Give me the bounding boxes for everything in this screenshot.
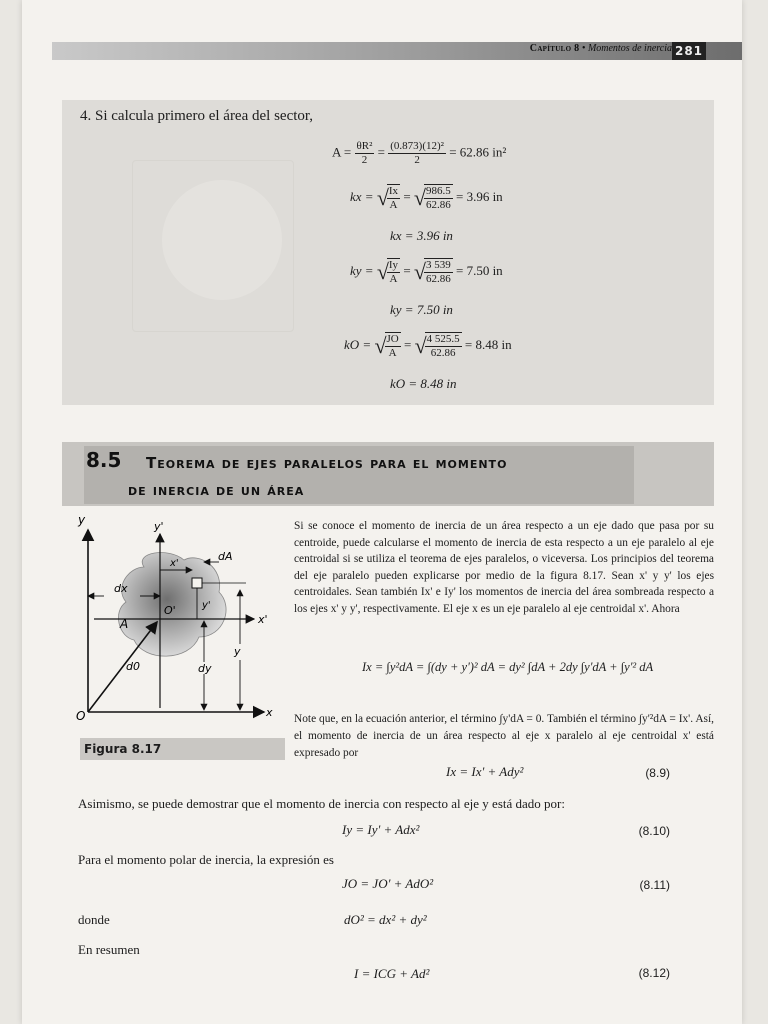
label-d0: d0: [126, 660, 140, 673]
kx-equation: kx = √ $\frac{Ix}{A}$ = √ $\frac{986.5}{62.86}$ = 3.96 in: [350, 185, 503, 211]
d0-vector: [88, 622, 157, 712]
kx-frac2-num: 986.5: [425, 185, 451, 197]
label-x: x: [266, 706, 273, 719]
kx-frac-den: A: [389, 199, 398, 211]
body-paragraph-2: [294, 700, 714, 773]
ky-radical: √ $\frac{Iy}{A}$: [376, 259, 399, 285]
label-O: O: [76, 709, 86, 723]
equation-number-8-12: (8.12): [638, 966, 670, 980]
dA-element: [192, 578, 202, 588]
section-number: 8.5: [86, 448, 122, 472]
section-title-line1: Teorema de ejes paralelos para el momento: [146, 454, 508, 472]
label-dA: dA: [218, 550, 233, 563]
label-x-prime-right: x': [258, 613, 268, 626]
chapter-title: Momentos de inercia: [587, 43, 672, 54]
label-dx: dx: [114, 582, 128, 595]
area-frac-num: θR²: [356, 140, 373, 152]
ky-radical-2: √ $\frac{3 539}{62.86}$: [413, 259, 451, 285]
ko-lhs: kO =: [344, 336, 372, 352]
area-frac2-num: (0.873)(12)²: [390, 140, 444, 152]
section-title-line2: de inercia de un área: [128, 481, 305, 499]
chapter-label: Capítulo 8: [529, 43, 580, 54]
area-rhs: = 62.86 in²: [449, 144, 507, 160]
integral-formula: Ix = ∫y²dA = ∫(dy + y')² dA = dy² ∫dA + 2dy ∫y'dA + ∫y'² dA: [362, 660, 654, 674]
ky-lhs: ky =: [350, 262, 374, 278]
label-O-prime: O': [164, 604, 176, 617]
equation-number-8-11: (8.11): [639, 878, 670, 892]
equation-8-9: Ix = Ix' + Ady²: [446, 764, 524, 779]
area-frac2-den: 2: [414, 154, 420, 166]
ko-equation: kO = √ $\frac{JO}{A}$ = √ $\frac{4 525.5}{62.86}$ = 8.48 in: [344, 333, 512, 359]
area-fraction: [355, 140, 375, 167]
kx-lhs: kx =: [350, 188, 374, 204]
page-number: 281: [672, 42, 706, 60]
ky-equation: ky = √ $\frac{Iy}{A}$ = √ $\frac{3 539}{62.86}$ = 7.50 in: [350, 259, 503, 285]
ky-frac2-num: 3 539: [425, 259, 451, 271]
kx-rhs: = 3.96 in: [455, 188, 503, 204]
kx-radical-2: √ $\frac{986.5}{62.86}$: [413, 185, 451, 211]
label-y-prime: y': [154, 520, 164, 533]
equation-8-10: Iy = Iy' + Adx²: [342, 822, 420, 837]
asimismo-text: Asimismo, se puede demostrar que el momento de inercia con respecto al eje y está dado por:: [78, 796, 565, 811]
ko-radical-2: √ $\frac{4 525.5}{62.86}$: [414, 333, 460, 359]
area-lhs: A =: [332, 144, 352, 160]
equation-8-11: JO = JO' + AdO²: [342, 876, 434, 891]
label-y-prime-small: y': [202, 600, 211, 611]
equation-number-8-10: (8.10): [638, 824, 670, 838]
kx-radical: √ $\frac{Ix}{A}$: [376, 185, 399, 211]
paragraph-2-text: Note que, en la ecuación anterior, el término ∫y'dA = 0. También el término ∫y'²dA = Ix'. Así, el momento de inercia de un área respecto al eje x paralelo al eje centroidal x' está expresado por: [294, 713, 714, 759]
area-fraction-2: [388, 140, 446, 167]
label-y: y: [78, 513, 86, 527]
ko-result: kO = 8.48 in: [390, 376, 457, 391]
running-header: [52, 42, 742, 60]
ko-frac2-den: 62.86: [430, 347, 456, 359]
equation-8-12: I = ICG + Ad²: [354, 966, 430, 981]
figure-caption: Figura 8.17: [80, 738, 285, 760]
polar-text: Para el momento polar de inercia, la expresión es: [78, 852, 334, 867]
paragraph-1-text: Si se conoce el momento de inercia de un área respecto a un eje dado que pasa por su centroide, puede calcularse el momento de inercia de esta respecto a un eje paralelo al eje centroidal si se utiliza el teorema de ejes paralelos, o viceversa. Los principios del teorema del eje paralelo pueden explicarse por medio de la figura 8.17. Sean x' y y' los ejes centroidales. Sean también Ix' e Iy' los momentos de inercia del área sombreada respecto a los ejes x' y y', respectivamente. El eje x es un eje paralelo al eje centroidal x'. Ahora: [294, 520, 714, 615]
label-y-mid: y: [234, 645, 241, 658]
section-heading-bar: [62, 442, 714, 506]
ko-radical: √ $\frac{JO}{A}$: [374, 333, 399, 359]
kx-result: kx = 3.96 in: [390, 228, 453, 243]
area-frac-den: 2: [361, 154, 368, 166]
equation-number-8-9: (8.9): [645, 766, 670, 780]
header-separator: •: [581, 43, 586, 54]
body-paragraph-1: [294, 518, 714, 618]
section-title: [128, 450, 646, 504]
ky-rhs: = 7.50 in: [455, 262, 503, 278]
equation-d0: dO² = dx² + dy²: [344, 912, 427, 927]
resumen-text: En resumen: [78, 942, 140, 957]
ko-frac-num: JO: [386, 333, 399, 345]
kx-frac2-den: 62.86: [425, 199, 451, 211]
example-lead: 4. Si calcula primero el área del sector,: [80, 108, 314, 124]
donde-text: donde: [78, 912, 110, 927]
running-header-text: [530, 43, 672, 54]
bleed-through-circle: [162, 180, 282, 300]
figure-diagram: [74, 512, 289, 737]
label-dy: dy: [198, 662, 212, 675]
label-A: A: [120, 617, 129, 631]
ky-frac-den: A: [389, 273, 398, 285]
ko-frac-den: A: [388, 347, 397, 359]
label-x-prime-top: x': [170, 558, 179, 569]
ky-frac2-den: 62.86: [425, 273, 451, 285]
example-box: [62, 100, 714, 405]
ky-frac-num: Iy: [388, 259, 399, 271]
ko-rhs: = 8.48 in: [464, 336, 512, 352]
kx-frac-num: Ix: [388, 185, 399, 197]
textbook-page: [22, 0, 742, 1024]
ky-result: ky = 7.50 in: [390, 302, 453, 317]
ko-frac2-num: 4 525.5: [426, 333, 460, 345]
area-equation: A = $\frac{\text{θR²}}{2}$ = $\frac{\text{(0.873)(12)²}}{2}$ = 62.86 in²: [332, 140, 507, 166]
figure-8-17: [74, 512, 289, 762]
